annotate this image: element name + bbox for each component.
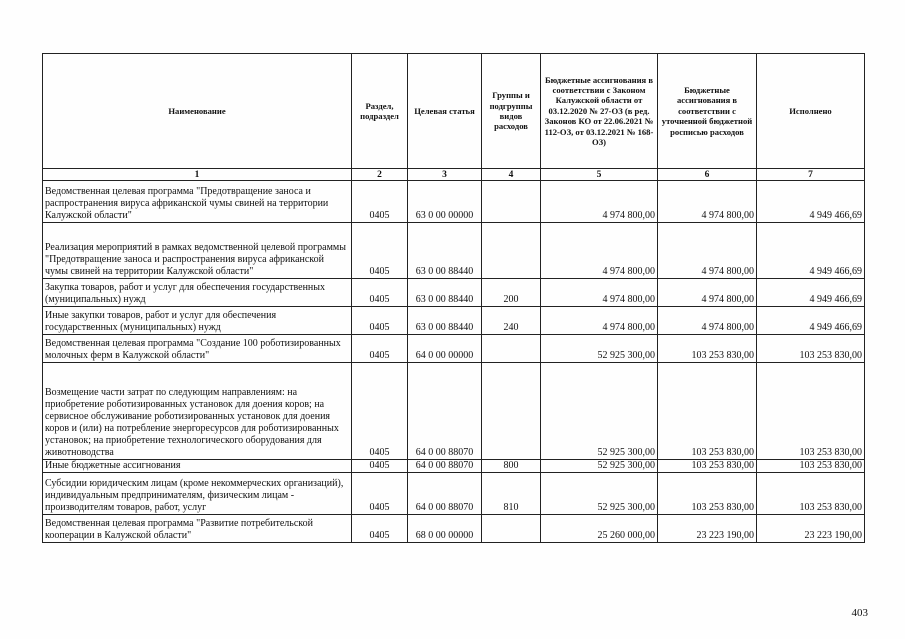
table-row (43, 335, 865, 363)
row-law-amount: 4 974 800,00 (541, 181, 658, 223)
row-executed-amount: 103 253 830,00 (757, 363, 865, 460)
row-executed-amount: 4 949 466,69 (757, 307, 865, 335)
row-executed-amount: 103 253 830,00 (757, 473, 865, 515)
row-law-amount: 25 260 000,00 (541, 515, 658, 543)
header-law-allocations: Бюджетные ассигнования в соответствии с Законом Калужской области от 03.12.2020 № 27-ОЗ (в ред. Законов КО от 22.06.2021 № 112-ОЗ, от 03.12.2021 № 168-ОЗ) (541, 54, 658, 169)
table-row (43, 363, 865, 460)
row-group (482, 363, 541, 460)
header-name: Наименование (43, 54, 352, 169)
header-row (43, 54, 865, 169)
row-target: 63 0 00 88440 (408, 279, 482, 307)
row-section: 0405 (352, 363, 408, 460)
row-name: Ведомственная целевая программа "Создание 100 роботизированных молочных ферм в Калужской области" (43, 335, 352, 363)
header-section: Раздел, подраздел (352, 54, 408, 169)
row-target: 63 0 00 00000 (408, 181, 482, 223)
table-row (43, 307, 865, 335)
column-number: 5 (541, 169, 658, 181)
row-group (482, 335, 541, 363)
row-section: 0405 (352, 307, 408, 335)
column-number: 3 (408, 169, 482, 181)
row-name: Иные бюджетные ассигнования (43, 460, 352, 473)
budget-table (42, 53, 865, 543)
row-law-amount: 52 925 300,00 (541, 335, 658, 363)
column-number-row (43, 169, 865, 181)
row-executed-amount: 103 253 830,00 (757, 460, 865, 473)
row-section: 0405 (352, 473, 408, 515)
row-refined-amount: 103 253 830,00 (658, 335, 757, 363)
row-name: Иные закупки товаров, работ и услуг для обеспечения государственных (муниципальных) нужд (43, 307, 352, 335)
row-executed-amount: 4 949 466,69 (757, 181, 865, 223)
row-executed-amount: 103 253 830,00 (757, 335, 865, 363)
row-section: 0405 (352, 515, 408, 543)
row-name: Реализация мероприятий в рамках ведомственной целевой программы "Предотвращение заноса и распространения вируса африканской чумы свиней на территории Калужской области" (43, 223, 352, 279)
row-group (482, 181, 541, 223)
row-target: 64 0 00 88070 (408, 460, 482, 473)
row-refined-amount: 103 253 830,00 (658, 473, 757, 515)
table-row (43, 515, 865, 543)
row-section: 0405 (352, 279, 408, 307)
row-group (482, 223, 541, 279)
row-group: 800 (482, 460, 541, 473)
table-row (43, 279, 865, 307)
row-target: 64 0 00 00000 (408, 335, 482, 363)
column-number: 4 (482, 169, 541, 181)
header-expense-group: Группы и подгруппы видов расходов (482, 54, 541, 169)
row-group: 810 (482, 473, 541, 515)
row-law-amount: 4 974 800,00 (541, 307, 658, 335)
row-name: Закупка товаров, работ и услуг для обеспечения государственных (муниципальных) нужд (43, 279, 352, 307)
row-executed-amount: 4 949 466,69 (757, 223, 865, 279)
table-row (43, 181, 865, 223)
table-row (43, 460, 865, 473)
header-refined-allocations: Бюджетные ассигнования в соответствии с уточненной бюджетной росписью расходов (658, 54, 757, 169)
row-section: 0405 (352, 460, 408, 473)
row-refined-amount: 4 974 800,00 (658, 223, 757, 279)
row-refined-amount: 4 974 800,00 (658, 279, 757, 307)
row-section: 0405 (352, 181, 408, 223)
column-number: 7 (757, 169, 865, 181)
row-target: 63 0 00 88440 (408, 307, 482, 335)
row-refined-amount: 103 253 830,00 (658, 460, 757, 473)
header-executed: Исполнено (757, 54, 865, 169)
table-row (43, 223, 865, 279)
row-name: Возмещение части затрат по следующим направлениям: на приобретение роботизированных установок для доения коров; на сервисное обслуживание роботизированных установок для доения коров и (или) на потребление энергоресурсов для роботизированных установок; на приобретение технологического оборудования для животноводства (43, 363, 352, 460)
row-law-amount: 52 925 300,00 (541, 363, 658, 460)
column-number: 6 (658, 169, 757, 181)
column-number: 2 (352, 169, 408, 181)
row-target: 68 0 00 00000 (408, 515, 482, 543)
row-executed-amount: 4 949 466,69 (757, 279, 865, 307)
row-refined-amount: 4 974 800,00 (658, 307, 757, 335)
header-target-article: Целевая статья (408, 54, 482, 169)
page-number: 403 (851, 607, 868, 619)
table-row (43, 473, 865, 515)
row-section: 0405 (352, 335, 408, 363)
row-refined-amount: 4 974 800,00 (658, 181, 757, 223)
row-law-amount: 4 974 800,00 (541, 223, 658, 279)
row-group: 200 (482, 279, 541, 307)
column-number: 1 (43, 169, 352, 181)
row-law-amount: 52 925 300,00 (541, 460, 658, 473)
row-executed-amount: 23 223 190,00 (757, 515, 865, 543)
row-section: 0405 (352, 223, 408, 279)
row-refined-amount: 23 223 190,00 (658, 515, 757, 543)
row-target: 63 0 00 88440 (408, 223, 482, 279)
row-law-amount: 52 925 300,00 (541, 473, 658, 515)
row-refined-amount: 103 253 830,00 (658, 363, 757, 460)
row-law-amount: 4 974 800,00 (541, 279, 658, 307)
row-name: Ведомственная целевая программа "Развитие потребительской кооперации в Калужской области" (43, 515, 352, 543)
row-group: 240 (482, 307, 541, 335)
row-group (482, 515, 541, 543)
row-name: Ведомственная целевая программа "Предотвращение заноса и распространения вируса африканской чумы свиней на территории Калужской области" (43, 181, 352, 223)
row-name: Субсидии юридическим лицам (кроме некоммерческих организаций), индивидуальным предпринимателям, физическим лицам - производителям товаров, работ, услуг (43, 473, 352, 515)
row-target: 64 0 00 88070 (408, 473, 482, 515)
row-target: 64 0 00 88070 (408, 363, 482, 460)
